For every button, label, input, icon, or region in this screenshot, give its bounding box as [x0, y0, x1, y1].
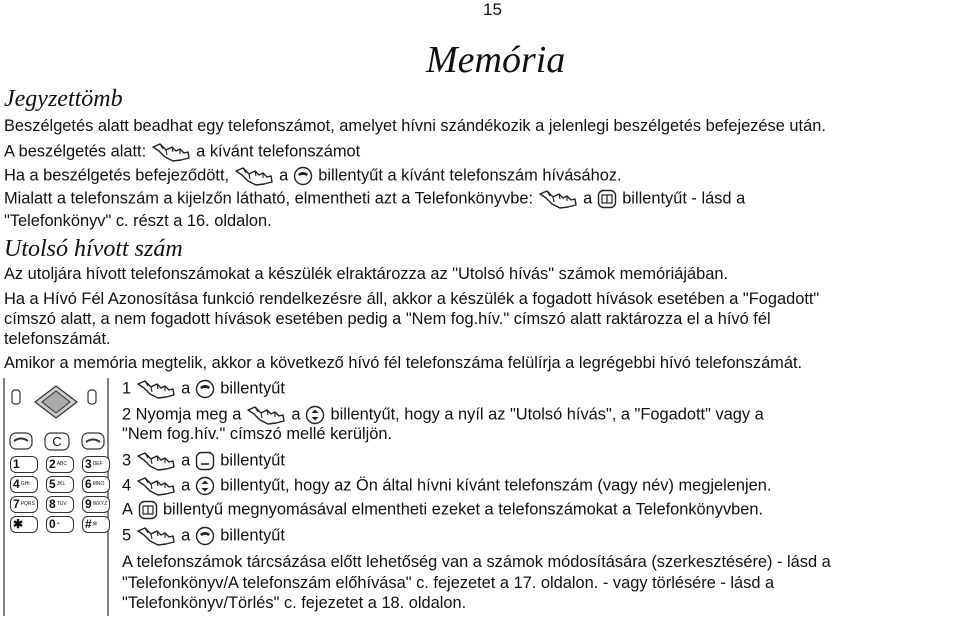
step-5: [122, 525, 285, 547]
text: Ha a beszélgetés befejeződött,: [4, 166, 230, 185]
text-line: [4, 165, 622, 187]
call-key-icon: [293, 166, 313, 186]
key-digit: 3: [85, 457, 92, 471]
key-letters: +: [56, 521, 60, 528]
text-line: telefonszámát.: [4, 330, 111, 348]
page-number: 15: [483, 0, 502, 19]
page-title: Memória: [426, 39, 566, 81]
text: a: [181, 451, 191, 470]
heading-utolso-hivott-szam: Utolsó hívott szám: [4, 236, 183, 262]
hand-press-icon: [136, 378, 176, 400]
step-4: [122, 475, 771, 497]
keypad-key-7: [10, 496, 38, 513]
key-digit: 0: [49, 517, 56, 531]
text: a: [291, 405, 301, 424]
keypad-key-0: [46, 516, 74, 533]
text: A: [122, 500, 133, 519]
key-digit: 9: [85, 497, 92, 511]
text: billentyűt: [220, 451, 285, 470]
key-digit: ✱: [13, 517, 24, 531]
hand-press-icon: [151, 141, 191, 163]
text: 5: [122, 526, 132, 545]
key-letters: PQRS: [20, 501, 35, 508]
text-line: Beszélgetés alatt beadhat egy telefonszámot, amelyet hívni szándékozik a jelenlegi beszélgetés befejezése után.: [4, 117, 826, 135]
text: a: [279, 166, 289, 185]
hand-press-icon: [538, 188, 578, 210]
text: billentyűt, hogy az Ön által hívni kívánt telefonszám (vagy név) megjelenjen.: [220, 476, 772, 495]
key-letters: JKL: [56, 481, 66, 488]
heading-jegyzettomb: Jegyzettömb: [4, 86, 123, 112]
text: billentyű megnyomásával elmentheti ezeket a telefonszámokat a Telefonkönyvben.: [162, 500, 764, 519]
text-line: Az utoljára hívott telefonszámokat a készülék elraktározza az "Utolsó hívás" számok memóriájában.: [4, 265, 729, 283]
key-digit: 2: [49, 457, 56, 471]
clear-key-label: C: [52, 434, 62, 449]
step-3: [122, 450, 285, 472]
text: a: [181, 379, 191, 398]
keypad-key-3: [82, 456, 110, 473]
step-note-2: "Telefonkönyv/A telefonszám előhívása" c. fejezetet a 17. oldalon. - vagy törlésére - lásd a: [122, 574, 775, 592]
nav-updown-icon: [305, 405, 325, 425]
keypad-key-✱: [10, 516, 38, 533]
key-digit: 8: [49, 497, 56, 511]
key-letters: ⊠: [92, 521, 97, 528]
text: Mialatt a telefonszám a kijelzőn látható, elmentheti azt a Telefonkönyvbe:: [4, 189, 534, 208]
keypad-key-6: [82, 476, 110, 493]
text: billentyűt: [220, 379, 285, 398]
keypad-key-2: [46, 456, 74, 473]
step-1: [122, 378, 285, 400]
text: a: [181, 476, 191, 495]
text-line: [4, 141, 360, 163]
step-save: [122, 500, 763, 520]
keypad-key-#: [82, 516, 110, 533]
text: 2 Nyomja meg a: [122, 405, 242, 424]
step-2: [122, 404, 764, 426]
nav-updown-icon: [195, 476, 215, 496]
text: a: [583, 189, 593, 208]
text: billentyűt - lásd a: [622, 189, 746, 208]
keypad-key-9: [82, 496, 110, 513]
text: billentyűt a kívánt telefonszám hívásához.: [318, 166, 622, 185]
text: 4: [122, 476, 132, 495]
hand-press-icon: [136, 475, 176, 497]
key-digit: 1: [13, 457, 20, 471]
call-key-icon: [195, 379, 215, 399]
text: a kívánt telefonszámot: [196, 142, 361, 161]
text: 3: [122, 451, 132, 470]
call-key-icon: [195, 526, 215, 546]
hand-press-icon: [234, 165, 274, 187]
keypad-key-1: [10, 456, 38, 473]
hand-press-icon: [136, 525, 176, 547]
key-letters: MNO: [92, 481, 105, 488]
text: a: [181, 526, 191, 545]
key-digit: 5: [49, 477, 56, 491]
key-letters: ABC: [56, 461, 67, 468]
key-letters: WXYZ: [92, 501, 108, 508]
text-line: Amikor a memória megtelik, akkor a következő hívó fél telefonszáma felülírja a legrégebbi hívó telefonszámát.: [4, 354, 803, 372]
hand-press-icon: [136, 450, 176, 472]
text-line: Ha a Hívó Fél Azonosítása funkció rendelkezésre áll, akkor a készülék a fogadott hívások esetében a "Fogadott": [4, 290, 820, 308]
text: billentyűt: [220, 526, 285, 545]
text: 1: [122, 379, 132, 398]
step-2-cont: "Nem fog.hív." címszó mellé kerüljön.: [122, 425, 393, 443]
text-line: címszó alatt, a nem fogadott hívások esetében pedig a "Nem fog.hív." címszó alatt raktározza el a hívó fél: [4, 310, 771, 328]
text-line: "Telefonkönyv" c. részt a 16. oldalon.: [4, 212, 272, 230]
keypad-key-5: [46, 476, 74, 493]
key-digit: 6: [85, 477, 92, 491]
key-letters: TUV: [56, 501, 67, 508]
keypad-key-8: [46, 496, 74, 513]
hand-press-icon: [246, 404, 286, 426]
keypad-key-4: [10, 476, 38, 493]
phonebook-key-icon: [138, 500, 158, 520]
menu-key-icon: [195, 451, 215, 471]
key-digit: #: [85, 517, 92, 531]
text: A beszélgetés alatt:: [4, 142, 147, 161]
text: billentyűt, hogy a nyíl az "Utolsó hívás", a "Fogadott" vagy a: [330, 405, 764, 424]
phonebook-key-icon: [597, 189, 617, 209]
key-letters: DEF: [92, 461, 103, 468]
key-digit: 7: [13, 497, 20, 511]
key-letters: GHI: [20, 481, 30, 488]
step-note-3: "Telefonkönyv/Törlés" c. fejezetet a 18. oldalon.: [122, 594, 467, 612]
key-digit: 4: [13, 477, 20, 491]
step-note-1: A telefonszámok tárcsázása előtt lehetőség van a számok módosítására (szerkesztésére) - lásd a: [122, 553, 831, 571]
text-line: [4, 188, 745, 210]
